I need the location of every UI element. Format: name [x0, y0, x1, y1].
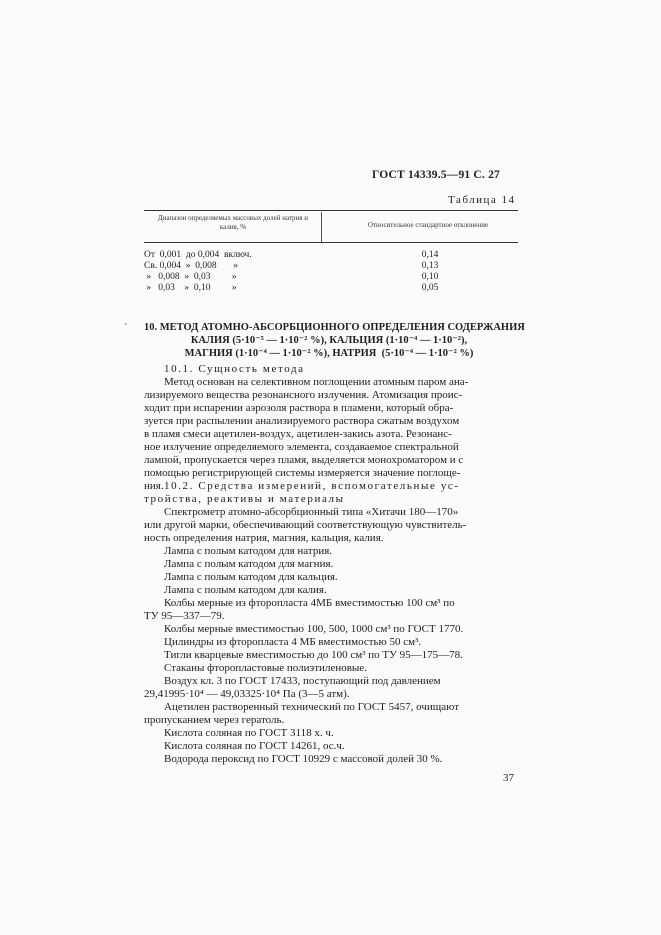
section-title-line: КАЛИЯ (5·10⁻⁵ — 1·10⁻² %), КАЛЬЦИЯ (1·10⁻⁴ — 1·10⁻²), — [190, 335, 468, 346]
paragraph-line: Цилиндры из фторопласта 4 МБ вместимостью 50 см³. — [164, 636, 422, 648]
table-row — [0, 261, 661, 272]
subsection-heading: 10.2. Средства измерений, вспомогательные ус- — [164, 480, 460, 492]
paragraph-line: в пламя смеси ацетилен-воздух, ацетилен-закись азота. Резонанс- — [144, 428, 452, 440]
paragraph-line: ное излучение определяемого элемента, создаваемое спектральной — [144, 441, 459, 453]
paragraph-line: Водорода пероксид по ГОСТ 10929 с массовой долей 30 %. — [164, 753, 443, 765]
paragraph-line: Тигли кварцевые вместимостью до 100 см³ по ТУ 95—175—78. — [164, 649, 463, 661]
paragraph-line: Лампа с полым катодом для натрия. — [164, 545, 333, 557]
paragraph-line: Воздух кл. 3 по ГОСТ 17433, поступающий под давлением — [164, 675, 441, 687]
paragraph-line: помощью регистрирующей системы измеряется значение поглоще- — [144, 467, 461, 479]
section-title-line: МАГНИЯ (1·10⁻⁴ — 1·10⁻² %), НАТРИЯ (5·10⁻⁴ — 1·10⁻² %) — [184, 348, 474, 359]
paragraph-line: пропусканием через гератоль. — [144, 714, 285, 726]
page-number: 37 — [503, 772, 514, 784]
paragraph-line: Кислота соляная по ГОСТ 14261, ос.ч. — [164, 740, 345, 752]
paragraph-line: или другой марки, обеспечивающий соответствующую чувствитель- — [144, 519, 467, 531]
margin-tick-mark: ` — [124, 323, 128, 334]
table-header-rule — [144, 242, 518, 243]
paragraph-line: Кислота соляная по ГОСТ 3118 х. ч. — [164, 727, 334, 739]
paragraph-line: Ацетилен растворенный технический по ГОСТ 5457, очищают — [164, 701, 460, 713]
paragraph-line: Лампа с полым катодом для калия. — [164, 584, 327, 596]
paragraph-line: Метод основан на селективном поглощении атомным паром ана- — [164, 376, 469, 388]
paragraph-line: Стаканы фторопластовые полиэтиленовые. — [164, 662, 367, 674]
paragraph-line: Лампа с полым катодом для кальция. — [164, 571, 338, 583]
paragraph-line: ность определения натрия, магния, кальция, калия. — [144, 532, 384, 544]
table-row — [0, 250, 661, 261]
table-cell-value: 0,10 — [421, 272, 439, 282]
table-cell-value: 0,14 — [421, 250, 439, 260]
paragraph-line: зуется при распылении анализируемого раствора сжатым воздухом — [144, 415, 460, 427]
table-cell-range: Св. 0,004 » 0,008 » — [144, 261, 238, 271]
paragraph-line: Колбы мерные вместимостью 100, 500, 1000 см³ по ГОСТ 1770. — [164, 623, 464, 635]
paragraph-line: ния. — [144, 480, 164, 492]
paragraph-line: ходит при испарении аэрозоля раствора в пламени, который обра- — [144, 402, 454, 414]
table-cell-range: » 0,008 » 0,03 » — [144, 272, 237, 282]
table-cell-range: » 0,03 » 0,10 » — [144, 283, 237, 293]
paragraph-line: Лампа с полым катодом для магния. — [164, 558, 334, 570]
paragraph-line: Колбы мерные из фторопласта 4МБ вместимостью 100 см³ по — [164, 597, 455, 609]
table-row — [0, 272, 661, 283]
section-title-line: 10. МЕТОД АТОМНО-АБСОРБЦИОННОГО ОПРЕДЕЛЕНИЯ СОДЕРЖАНИЯ — [144, 322, 525, 333]
paragraph-line: лампой, пропускается через пламя, выделяется монохроматором и с — [144, 454, 464, 466]
paragraph-line: Спектрометр атомно-абсорбционный типа «Хитачи 180—170» — [164, 506, 459, 518]
paragraph-line: ТУ 95—337—79. — [144, 610, 225, 622]
table-cell-range: От 0,001 до 0,004 включ. — [144, 250, 252, 260]
paragraph-line: 29,41995·10⁴ — 49,03325·10⁴ Па (3—5 атм). — [144, 688, 350, 700]
table-header-range: Диапазон определяемых массовых долей натрия и калия, % — [157, 214, 309, 231]
page-header: ГОСТ 14339.5—91 С. 27 — [372, 169, 500, 181]
table-header-deviation: Относительное стандартное отклонение — [367, 221, 489, 229]
table-row — [0, 283, 661, 294]
subsection-heading: 10.1. Сущность метода — [164, 363, 305, 375]
table-label: Таблица 14 — [448, 194, 516, 206]
table-cell-value: 0,05 — [421, 283, 439, 293]
paragraph-line: лизируемого вещества резонансного излучения. Атомизация проис- — [144, 389, 463, 401]
table-cell-value: 0,13 — [421, 261, 439, 271]
subsection-heading: тройства, реактивы и материалы — [144, 493, 345, 505]
table-column-divider — [321, 212, 322, 242]
table-top-rule — [144, 210, 518, 211]
